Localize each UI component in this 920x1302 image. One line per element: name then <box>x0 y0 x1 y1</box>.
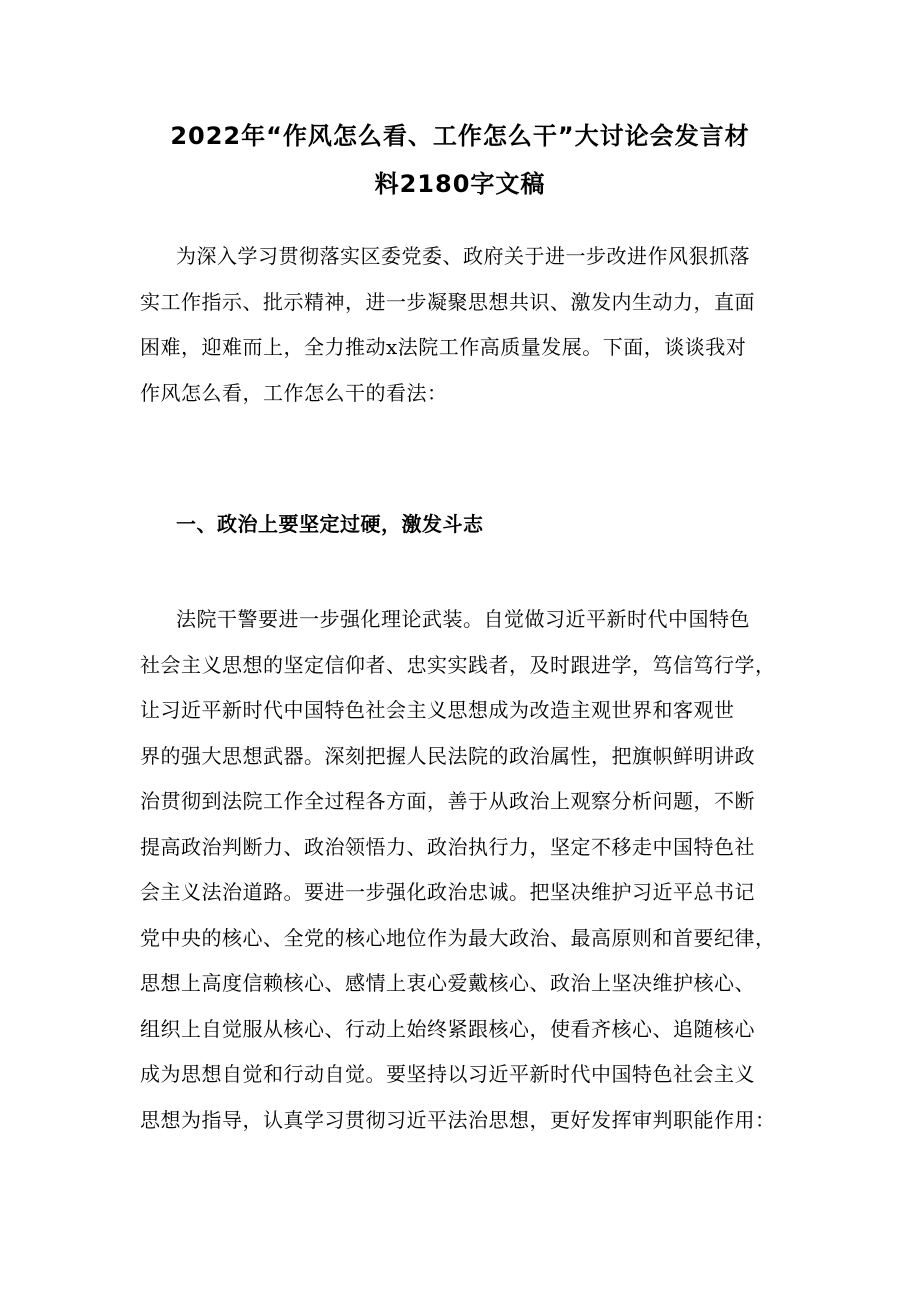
paragraph-line: 党中央的核心、全党的核心地位作为最大政治、最高原则和首要纪律， <box>140 925 776 950</box>
title-line-1: 2022年“作风怎么看、工作怎么干”大讨论会发言材 <box>170 122 750 150</box>
paragraph-line: 成为思想自觉和行动自觉。要坚持以习近平新时代中国特色社会主义 <box>140 1062 755 1086</box>
section-paragraph <box>140 597 792 1143</box>
intro-paragraph <box>140 234 792 416</box>
title-line-2: 料2180字文稿 <box>374 170 546 198</box>
paragraph-line: 思想为指导，认真学习贯彻习近平法治思想，更好发挥审判职能作用： <box>140 1107 776 1132</box>
paragraph-line: 会主义法治道路。要进一步强化政治忠诚。把坚决维护习近平总书记 <box>140 880 755 904</box>
intro-line: 作风怎么看，工作怎么干的看法： <box>140 380 448 405</box>
intro-line: 困难，迎难而上，全力推动x法院工作高质量发展。下面，谈谈我对 <box>140 335 747 359</box>
intro-line: 为深入学习贯彻落实区委党委、政府关于进一步改进作风狠抓落 <box>176 244 750 268</box>
paragraph-line: 治贯彻到法院工作全过程各方面，善于从政治上观察分析问题，不断 <box>140 789 755 813</box>
document-title <box>100 112 820 208</box>
paragraph-line: 界的强大思想武器。深刻把握人民法院的政治属性，把旗帜鲜明讲政 <box>140 743 755 768</box>
paragraph-line: 法院干警要进一步强化理论武装。自觉做习近平新时代中国特色 <box>176 607 750 631</box>
section-heading: 一、政治上要坚定过硬，激发斗志 <box>176 512 484 536</box>
paragraph-line: 组织上自觉服从核心、行动上始终紧跟核心，使看齐核心、追随核心 <box>140 1016 755 1041</box>
paragraph-line: 思想上高度信赖核心、感情上衷心爱戴核心、政治上坚决维护核心、 <box>140 971 755 995</box>
paragraph-line: 提高政治判断力、政治领悟力、政治执行力，坚定不移走中国特色社 <box>140 834 755 859</box>
intro-line: 实工作指示、批示精神，进一步凝聚思想共识、激发内生动力，直面 <box>140 289 755 314</box>
paragraph-line: 让习近平新时代中国特色社会主义思想成为改造主观世界和客观世 <box>140 698 735 722</box>
paragraph-line: 社会主义思想的坚定信仰者、忠实实践者，及时跟进学，笃信笃行学， <box>140 652 776 677</box>
